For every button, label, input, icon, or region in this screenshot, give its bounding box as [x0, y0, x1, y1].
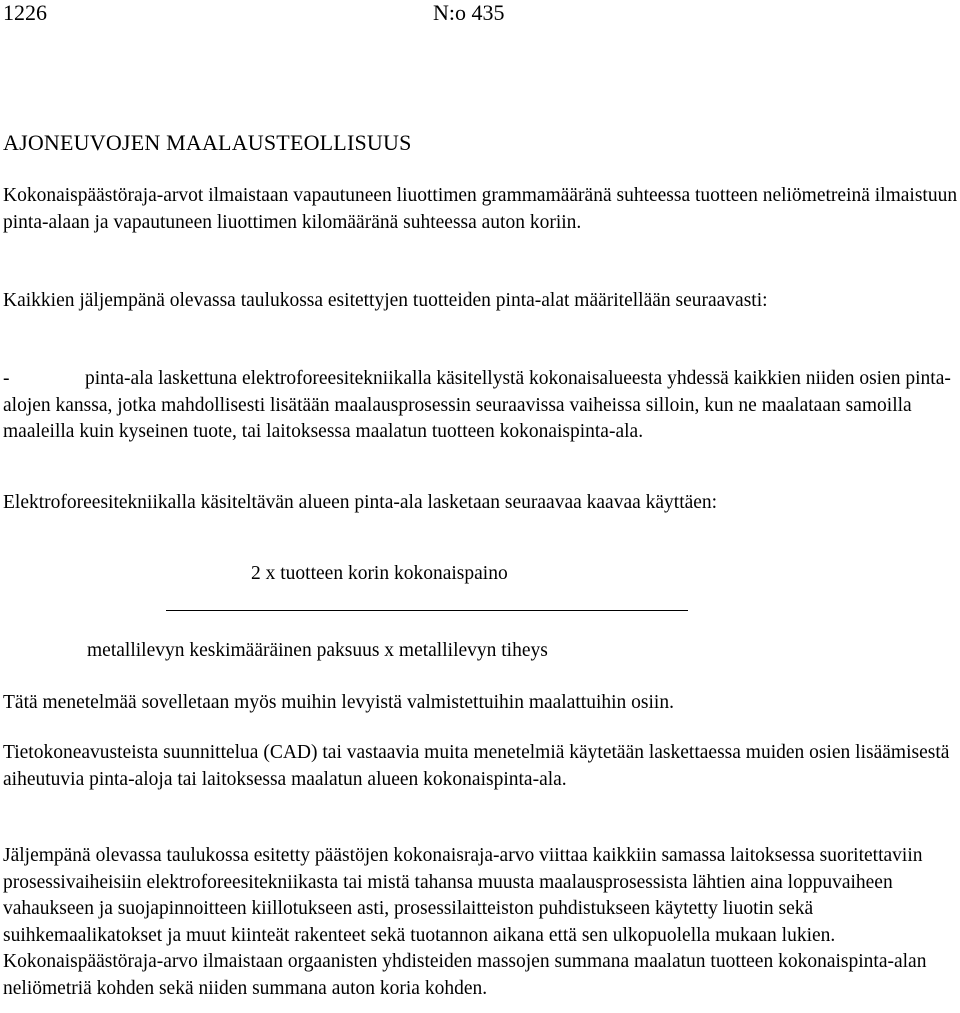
- paragraph-area-item: [3, 366, 958, 446]
- section-title: AJONEUVOJEN MAALAUSTEOLLISUUS: [3, 130, 412, 155]
- paragraph-area-definition: Kaikkien jäljempänä olevassa taulukossa esitettyjen tuotteiden pinta-alat määritellään seuraavasti:: [3, 290, 768, 311]
- formula-numerator: 2 x tuotteen korin kokonaispaino: [251, 563, 508, 584]
- page-number: 1226: [3, 0, 47, 25]
- formula-denominator: metallilevyn keskimääräinen paksuus x metallilevyn tiheys: [87, 640, 548, 661]
- paragraph-formula-intro: Elektroforeesitekniikalla käsiteltävän alueen pinta-ala lasketaan seuraavaa kaavaa käyttäen:: [3, 492, 718, 513]
- paragraph-method-scope: Tätä menetelmää sovelletaan myös muihin levyistä valmistettuihin maalattuihin osiin.: [3, 692, 674, 713]
- paragraph-total-limit: Jäljempänä olevassa taulukossa esitetty päästöjen kokonaisraja-arvo viittaa kaikkiin samassa laitoksessa suoritettaviin prosessivaiheisiin elektroforeesitekniikasta tai mistä tahansa muusta maalausprosessista lähtien aina loppuvaiheen vahaukseen ja suojapinnoitteen kiillotukseen asti, prosessilaitteiston puhdistukseen käytetty liuotin sekä suihkemaalikatokset ja muut kiinteät rakenteet sekä tuotannon aikana että sen ulkopuolella mukaan lukien. Kokonaispäästöraja-arvo ilmaistaan orgaanisten yhdisteiden massojen summana maalatun tuotteen kokonaispinta-alan neliömetriä kohden sekä niiden summana auton koria kohden.: [3, 845, 927, 999]
- list-item-text: pinta-ala laskettuna elektroforeesitekniikalla käsitellystä kokonaisalueesta yhdessä kaikkien niiden osien pinta-alojen kanssa, jotka mahdollisesti lisätään maalausprosessin seuraavissa vaiheissa silloin, kun ne maalataan samoilla maaleilla kuin kyseinen tuote, tai laitoksessa maalatun tuotteen kokonaispinta-ala.: [3, 368, 951, 442]
- issue-number: N:o 435: [433, 0, 505, 25]
- list-dash: -: [3, 368, 10, 389]
- paragraph-cad: Tietokoneavusteista suunnittelua (CAD) tai vastaavia muita menetelmiä käytetään laskettaessa muiden osien lisäämisestä aiheutuvia pinta-aloja tai laitoksessa maalatun alueen kokonaispinta-ala.: [3, 742, 950, 790]
- page-header: [3, 0, 958, 30]
- paragraph-emission-limits: Kokonaispäästöraja-arvot ilmaistaan vapautuneen liuottimen grammamääränä suhteessa tuotteen neliömetreinä ilmaistuun pinta-alaan ja vapautuneen liuottimen kilomääränä suhteessa auton koriin.: [3, 185, 958, 233]
- fraction-line: [166, 610, 688, 611]
